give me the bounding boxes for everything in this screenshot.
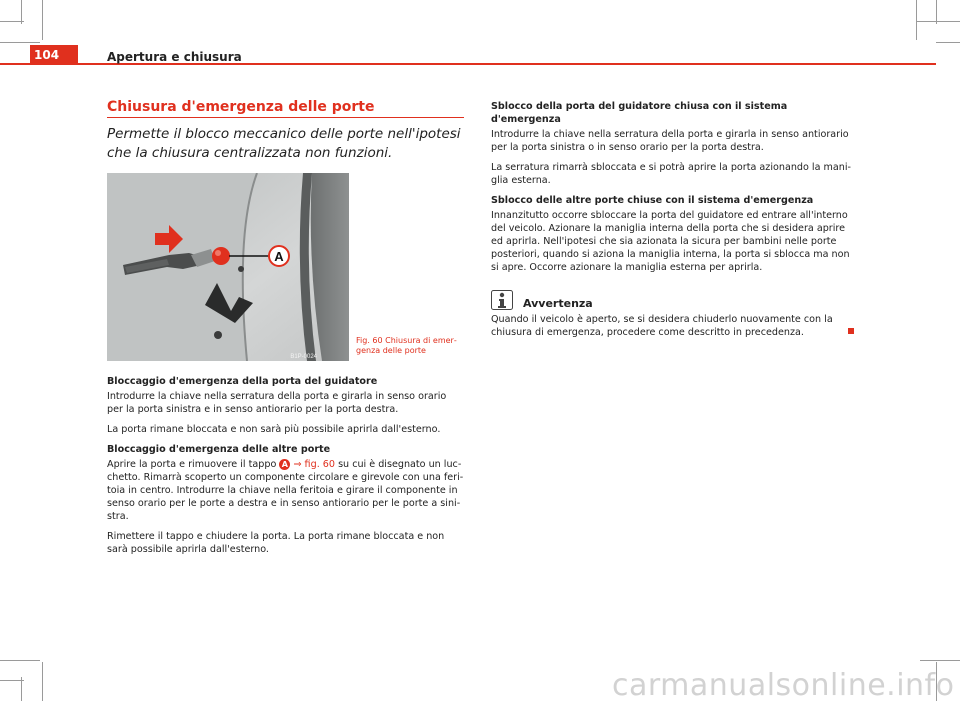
crop-mark <box>0 660 40 661</box>
paragraph: Rimettere il tappo e chiudere la porta. La porta rimane bloccata e non sarà possibile aprirla dall'esterno. <box>107 531 445 555</box>
paragraph: Innanzitutto occorre sbloccare la porta del guidatore ed entrare all'interno del veicolo. Azionare la maniglia interna della porta che si desidera aprire ed aprirla. Nell'ipotesi che sia azionata la sicura per bambini nelle porte posteriori, quando si aziona la maniglia interna, la porta si sblocca ma non si apre. Occorre azionare la maniglia esterna per aprirla. <box>491 210 850 273</box>
subheading: Bloccaggio d'emergenza delle altre porte <box>107 444 331 455</box>
section-intro: Permette il blocco meccanico delle porte nell'ipotesi che la chiusura centralizzata non funzioni. <box>107 126 461 161</box>
info-note-icon <box>491 290 513 310</box>
figure-link[interactable]: ⇒ fig. 60 <box>293 459 335 470</box>
marker-a-icon: A <box>279 459 290 470</box>
crop-mark <box>0 21 24 22</box>
crop-mark <box>42 0 43 40</box>
watermark: carmanualsonline.info <box>612 668 955 703</box>
subheading: Sblocco della porta del guidatore chiusa con il sistema d'emergenza <box>491 101 788 125</box>
crop-mark <box>916 21 960 22</box>
figure-caption: Fig. 60 Chiusura di emergenza delle porte <box>356 336 457 355</box>
crop-mark <box>920 660 960 661</box>
section-end-mark <box>848 328 854 334</box>
paragraph <box>107 458 464 523</box>
paragraph-text: Aprire la porta e rimuovere il tappo <box>107 459 277 470</box>
paragraph: La serratura rimarrà sbloccata e si potrà aprire la porta azionando la maniglia esterna. <box>491 162 851 186</box>
door-illustration <box>107 173 349 361</box>
crop-mark <box>916 0 917 40</box>
subheading: Sblocco delle altre porte chiuse con il sistema d'emergenza <box>491 195 814 206</box>
crop-mark <box>0 680 24 681</box>
paragraph-text: su cui è disegnato un lucchetto. Rimarrà scoperto un componente circolare e girevole con una feritoia in centro. Introdurre la chiave nella feritoia e girare il componente in senso orario per le porte a destra e in senso antiorario per le porte a sinistra. <box>107 459 464 522</box>
callout-a-label: A <box>274 249 284 264</box>
crop-mark <box>936 42 960 43</box>
crop-mark <box>0 42 40 43</box>
crop-mark <box>42 662 43 701</box>
section-title: Chiusura d'emergenza delle porte <box>107 99 375 115</box>
right-column <box>491 100 851 346</box>
left-column <box>107 375 464 563</box>
subheading: Bloccaggio d'emergenza della porta del guidatore <box>107 376 378 387</box>
note-title: Avvertenza <box>523 297 593 310</box>
page-number: 104 <box>30 45 78 65</box>
section-title-rule <box>107 117 464 118</box>
note-text: Quando il veicolo è aperto, se si desidera chiuderlo nuovamente con la chiusura di emergenza, procedere come descritto in precedenza. <box>491 314 833 338</box>
figure-code: B1P-0024 <box>290 354 317 360</box>
running-header-title: Apertura e chiusura <box>107 50 242 64</box>
paragraph: La porta rimane bloccata e non sarà più possibile aprirla dall'esterno. <box>107 424 441 435</box>
figure-door-lock <box>107 173 349 361</box>
paragraph: Introdurre la chiave nella serratura della porta e girarla in senso antiorario per la porta sinistra o in senso orario per la porta destra. <box>491 129 849 153</box>
note-header <box>491 290 851 310</box>
paragraph: Introdurre la chiave nella serratura della porta e girarla in senso orario per la porta sinistra e in senso antiorario per la porta destra. <box>107 391 447 415</box>
